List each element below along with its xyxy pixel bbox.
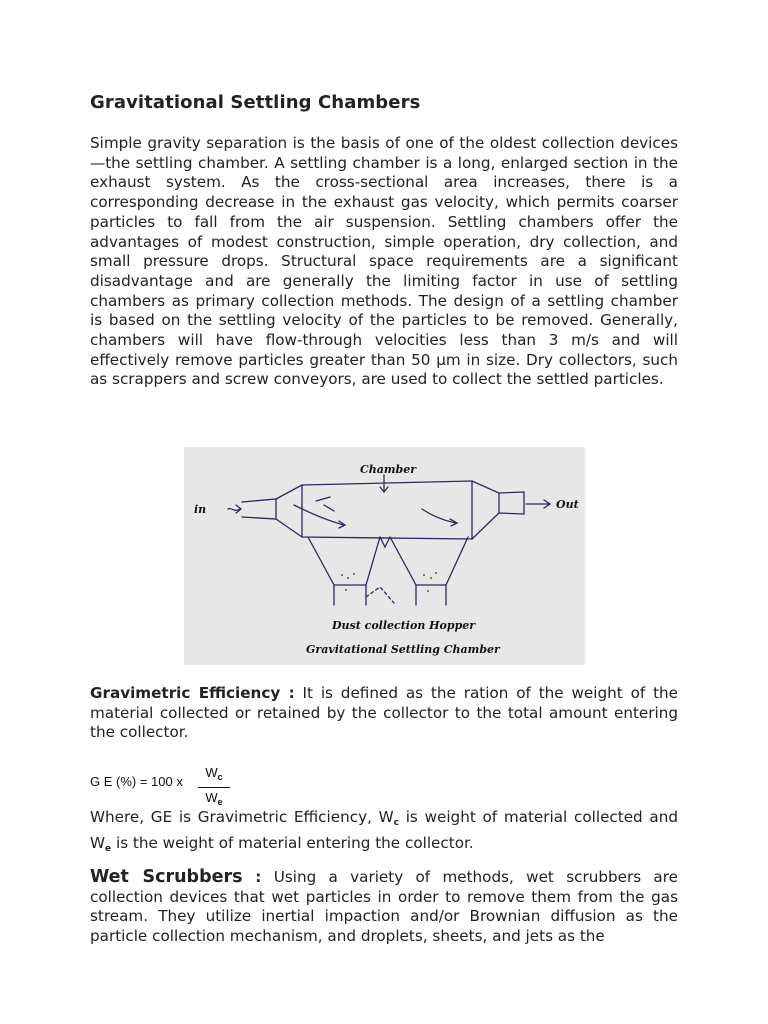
section-title: Gravitational Settling Chambers [90,92,421,113]
gravimetric-term: Gravimetric Efficiency : [90,684,295,702]
gravimetric-paragraph [90,684,678,743]
inlet-label: in [194,503,207,516]
intro-paragraph: Simple gravity separation is the basis of one of the oldest collection devices—the settling chamber. A settling chamber is a long, enlarged section in the exhaust system. As the cross-sectional area increases, there is a corresponding decrease in the exhaust gas velocity, which permits coarser particles to fall from the air suspension. Settling chambers offer the advantages of modest construction, simple operation, dry collection, and small pressure drops. Structural space requirements are a significant disadvantage and are generally the limiting factor in use of settling chambers as primary collection methods. The design of a settling chamber is based on the settling velocity of the particles to be removed. Generally, chambers will have flow-through velocities less than 3 m/s and will effectively remove particles greater than 50 µm in size. Dry collectors, such as scrappers and screw conveyors, are used to collect the settled particles. [90,134,678,389]
wet-scrubbers-term: Wet Scrubbers [90,867,243,887]
outlet-label: Out [556,498,579,511]
settling-chamber-figure [184,447,585,665]
formula-fraction [196,764,232,811]
chamber-label: Chamber [360,463,417,476]
figure-caption: Gravitational Settling Chamber [306,643,500,656]
formula-denominator: $W_e$ [205,790,223,807]
hopper-label: Dust collection Hopper [332,619,476,632]
settling-chamber-sketch [184,447,585,665]
wet-scrubbers-paragraph: Wet Scrubbers : Using a variety of methods, wet scrubbers are collection devices that wet particles in order to remove them from the gas stream. They utilize inertial impaction and/or Brownian diffusion as the particle collection mechanism, and droplets, sheets, and jets as the [90,867,678,946]
fraction-bar [198,787,230,788]
wet-scrubbers-text: Using a variety of methods, wet scrubbers are collection devices that wet particles in order to remove them from the gas stream. They utilize inertial impaction and/or Brownian diffusion as the particle collection mechanism, and droplets, sheets, and jets as the [90,868,678,946]
where-paragraph: Where, GE is Gravimetric Efficiency, $W_c$ is weight of material collected and $W_e$ is the weight of material entering the collector. [90,808,678,854]
formula-lhs: G E (%) = 100 x [90,774,183,789]
formula-numerator: $W_c$ [205,765,223,782]
gravimetric-definition: It is defined as the ration of the weight of the material collected or retained by the collector to the total amount entering the collector. [90,684,678,742]
